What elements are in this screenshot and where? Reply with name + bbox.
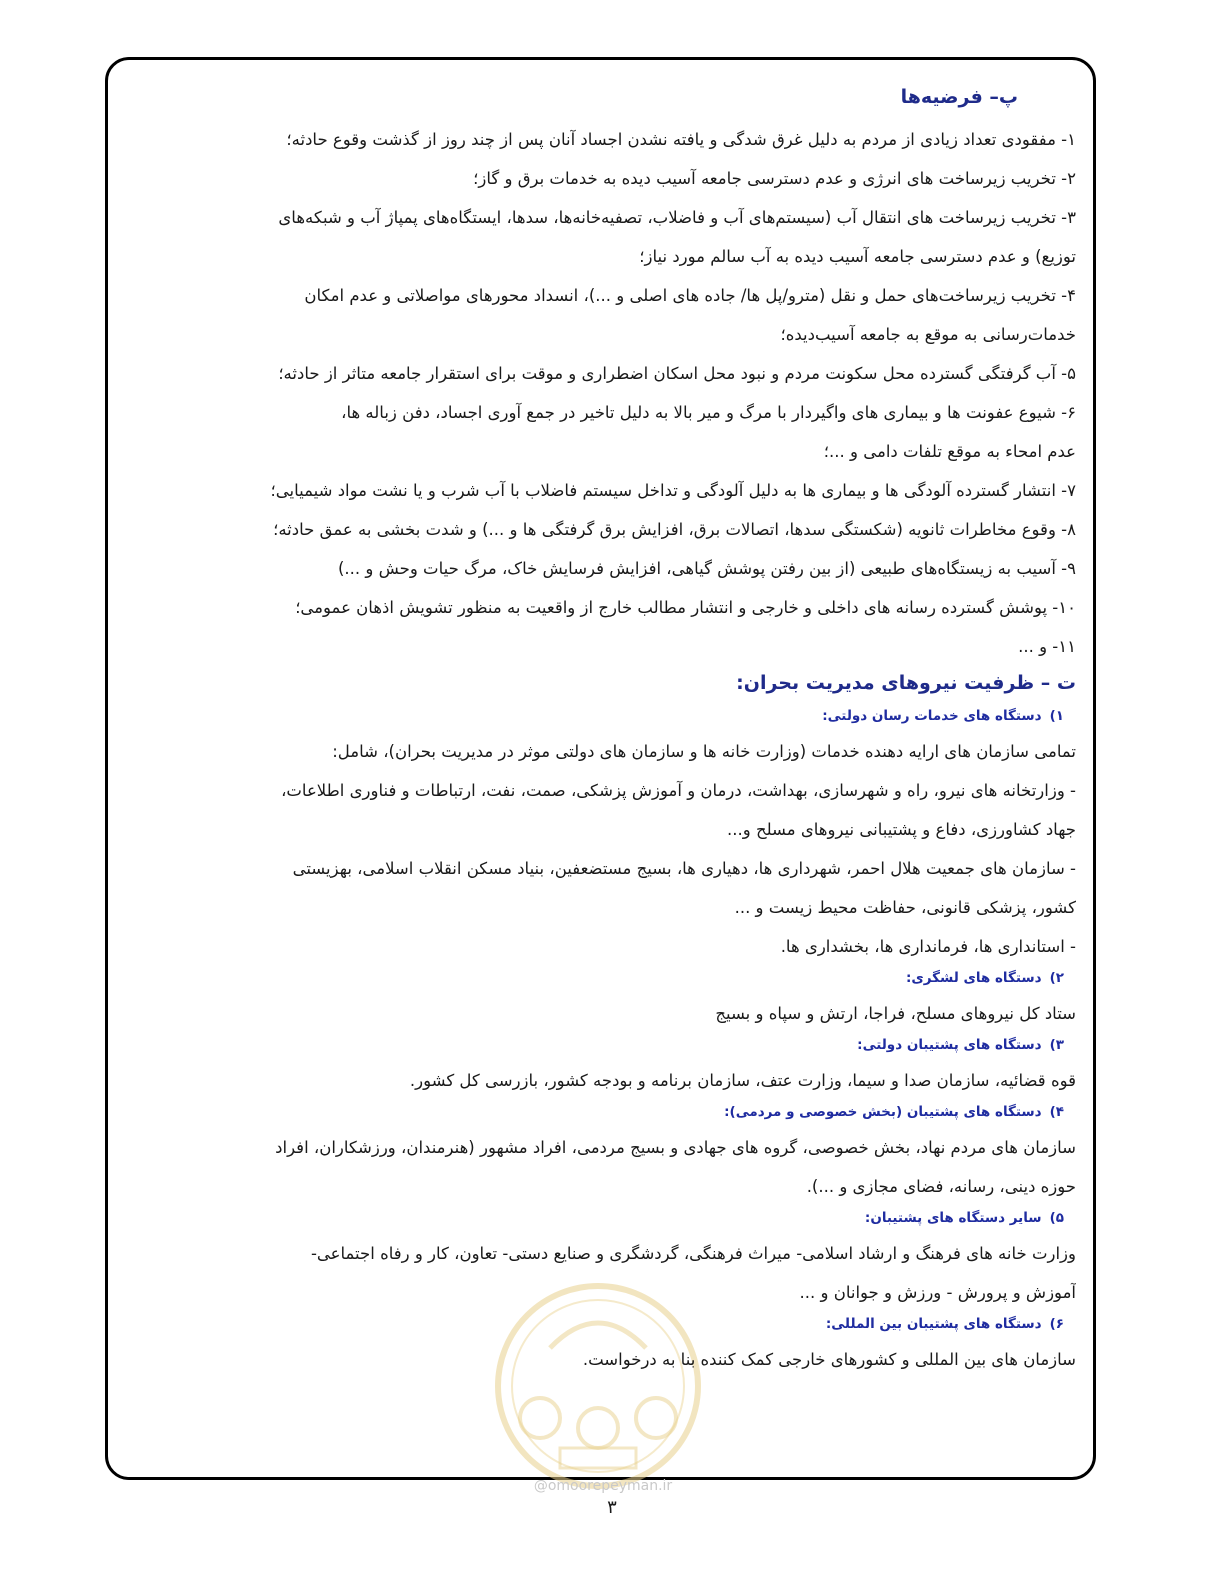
subsection-title: دستگاه های پشتیبان بین المللی: — [825, 1316, 1042, 1332]
subsection-number: ۳) — [1049, 1037, 1064, 1053]
body-line: جهاد کشاورزی، دفاع و پشتیبانی نیروهای مسلح و... — [727, 820, 1076, 839]
hypothesis-line: ۸- وقوع مخاطرات ثانویه (شکستگی سدها، اتصالات برق، افزایش برق گرفتگی ها و ...) و شدت بخشی به عمق حادثه؛ — [273, 520, 1076, 539]
page-number: ۳ — [607, 1497, 617, 1518]
subsection-title: دستگاه های لشگری: — [905, 970, 1042, 986]
subsection-number: ۴) — [1049, 1104, 1064, 1120]
section-p-title: پ– فرضیه‌ها — [900, 86, 1018, 108]
hypothesis-line: ۳- تخریب زیرساخت های انتقال آب (سیستم‌های آب و فاضلاب، تصفیه‌خانه‌ها، سدها، ایستگاه‌های پمپاژ آب و شبکه‌های — [278, 208, 1076, 227]
body-line: تمامی سازمان های ارایه دهنده خدمات (وزارت خانه ها و سازمان های دولتی موثر در مدیریت بحران)، شامل: — [332, 742, 1076, 761]
body-line: سازمان های مردم نهاد، بخش خصوصی، گروه های جهادی و بسیج مردمی، افراد مشهور (هنرمندان، ورزشکاران، افراد — [275, 1138, 1076, 1157]
body-line: - وزارتخانه های نیرو، راه و شهرسازی، بهداشت، درمان و آموزش پزشکی، صمت، نفت، ارتباطات و فناوری اطلاعات، — [281, 781, 1076, 800]
hypothesis-line: ۱۰- پوشش گسترده رسانه های داخلی و خارجی و انتشار مطالب خارج از واقعیت به منظور تشویش اذهان عمومی؛ — [295, 598, 1076, 617]
hypothesis-line: توزیع) و عدم دسترسی جامعه آسیب دیده به آب سالم مورد نیاز؛ — [639, 247, 1076, 266]
body-line: کشور، پزشکی قانونی، حفاظت محیط زیست و ... — [734, 898, 1076, 917]
subsection-heading — [130, 1100, 1076, 1128]
hypothesis-line: ۵- آب گرفتگی گسترده محل سکونت مردم و نبود محل اسکان اضطراری و موقت برای استقرار جامعه متاثر از حادثه؛ — [278, 364, 1076, 383]
watermark-text: @omoorepeyman.ir — [533, 1478, 673, 1494]
section-t-title: ت – ظرفیت نیروهای مدیریت بحران: — [736, 672, 1076, 694]
body-line: آموزش و پرورش - ورزش و جوانان و ... — [799, 1283, 1076, 1302]
subsection-number: ۱) — [1049, 708, 1064, 724]
subsection-heading — [130, 1312, 1076, 1340]
subsection-heading — [130, 966, 1076, 994]
subsection-number: ۶) — [1049, 1316, 1064, 1332]
hypothesis-line: ۲- تخریب زیرساخت های انرژی و عدم دسترسی جامعه آسیب دیده به خدمات برق و گاز؛ — [473, 169, 1076, 188]
subsection-heading — [130, 704, 1076, 732]
subsection-heading — [130, 1206, 1076, 1234]
subsection-number: ۲) — [1049, 970, 1064, 986]
body-line: قوه قضائیه، سازمان صدا و سیما، وزارت عتف، سازمان برنامه و بودجه کشور، بازرسی کل کشور. — [409, 1071, 1076, 1090]
hypothesis-line: ۶- شیوع عفونت ها و بیماری های واگیردار با مرگ و میر بالا به دلیل تاخیر در جمع آوری اجساد، دفن زباله ها، — [341, 403, 1076, 422]
hypothesis-line: ۱۱- و ... — [1018, 637, 1076, 656]
subsection-number: ۵) — [1049, 1210, 1064, 1226]
hypothesis-line: ۹- آسیب به زیستگاه‌های طبیعی (از بین رفتن پوشش گیاهی، افزایش فرسایش خاک، مرگ حیات وحش و ...) — [337, 559, 1076, 578]
document-body — [130, 84, 1076, 1379]
body-line: ستاد کل نیروهای مسلح، فراجا، ارتش و سپاه و بسیج — [715, 1004, 1076, 1023]
body-line: حوزه دینی، رسانه، فضای مجازی و ...). — [806, 1177, 1076, 1196]
subsection-title: سایر دستگاه های پشتیبان: — [864, 1210, 1042, 1226]
body-line: سازمان های بین المللی و کشورهای خارجی کمک کننده بنا به درخواست. — [582, 1350, 1076, 1369]
hypothesis-line: عدم امحاء به موقع تلفات دامی و ...؛ — [823, 442, 1076, 461]
hypothesis-line: ۴- تخریب زیرساخت‌های حمل و نقل (مترو/پل ها/ جاده های اصلی و ...)، انسداد محورهای مواصلاتی و عدم امکان — [304, 286, 1076, 305]
subsection-title: دستگاه های پشتیبان دولتی: — [857, 1037, 1042, 1053]
hypothesis-line: ۱- مفقودی تعداد زیادی از مردم به دلیل غرق شدگی و یافته نشدن اجساد آنان پس از چند روز از گذشت وقوع حادثه؛ — [286, 130, 1076, 149]
body-line: - سازمان های جمعیت هلال احمر، شهرداری ها، دهیاری ها، بسیج مستضعفین، بنیاد مسکن انقلاب اسلامی، بهزیستی — [292, 859, 1076, 878]
hypothesis-line: ۷- انتشار گسترده آلودگی ها و بیماری ها به دلیل آلودگی و تداخل سیستم فاضلاب با آب شرب و یا نشت مواد شیمیایی؛ — [270, 481, 1076, 500]
subsection-title: دستگاه های پشتیبان (بخش خصوصی و مردمی): — [724, 1104, 1042, 1120]
body-line: - استانداری ها، فرمانداری ها، بخشداری ها. — [780, 937, 1076, 956]
body-line: وزارت خانه های فرهنگ و ارشاد اسلامی- میراث فرهنگی، گردشگری و صنایع دستی- تعاون، کار و رفاه اجتماعی- — [310, 1244, 1076, 1263]
subsection-title: دستگاه های خدمات رسان دولتی: — [822, 708, 1042, 724]
subsection-heading — [130, 1033, 1076, 1061]
hypothesis-line: خدمات‌رسانی به موقع به جامعه آسیب‌دیده؛ — [780, 325, 1076, 344]
